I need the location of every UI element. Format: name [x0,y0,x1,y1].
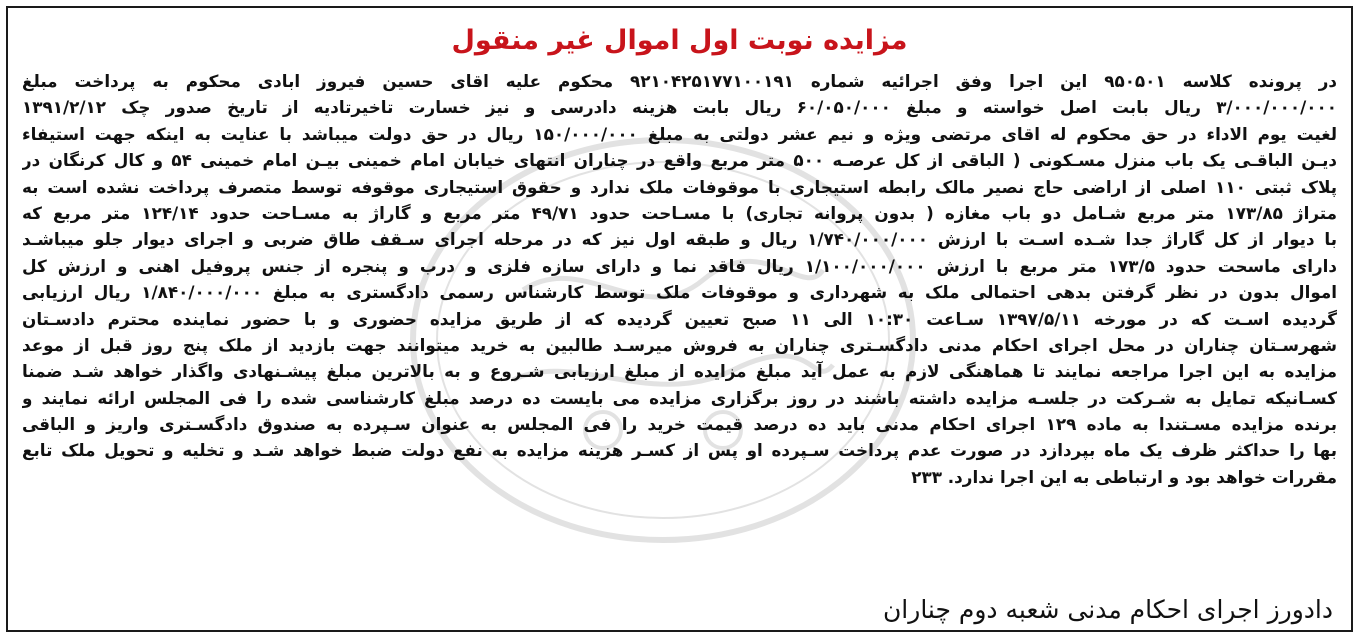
body-line: دیـن الباقـی یک باب منزل مسـکونی ( الباقی از کل عرصـه ۵۰۰ متر مربع واقع در چناران انتهای خیابان امام خمینی بیـن امام خمینی ۵۴ و کال کرنگان در [22,150,1337,171]
body-line: با دیوار از کل گاراژ جدا شـده اسـت با ارزش ۱/۷۴۰/۰۰۰/۰۰۰ ریال و طبقه اول نیز که در مرحله اجرای سـقف طاق ضربی و اجرای دیوار جلو میباشـد [22,229,1337,250]
auction-notice [6,6,1353,632]
body-line: برنده مزایده مسـتندا به ماده ۱۲۹ اجرای احکام مدنی باید ده درصد قیمت خرید را فی المجلس به عنوان سـپرده به صندوق دادگسـتری واریز و الباقی [22,414,1337,435]
body-line: در پرونده کلاسه ۹۵۰۵۰۱ این اجرا وفق اجرائیه شماره ۹۲۱۰۴۲۵۱۷۷۱۰۰۱۹۱ محکوم علیه اقای حسین فیروز ابادی محکوم به پرداخت مبلغ [22,71,1337,91]
body-line: اموال بدون در نظر گرفتن بدهی احتمالی ملک به شهرداری و موقوفات ملک توسط کارشناس رسمی دادگستری به مبلغ ۱/۸۴۰/۰۰۰/۰۰۰ ریال ارزیابی [22,282,1337,303]
notice-title: مزایده نوبت اول اموال غیر منقول [451,25,908,56]
body-line: دارای ماسحت حدود ۱۷۳/۵ متر مربع با ارزش ۱/۱۰۰/۰۰۰/۰۰۰ ریال فاقد نما و دارای سازه فلزی و درب و پنجره از جنس پروفیل اهنی و ارزش کل [22,255,1337,276]
body-line: ۳/۰۰۰/۰۰۰/۰۰۰ ریال بابت اصل خواسته و مبلغ ۶۰/۰۵۰/۰۰۰ ریال بابت هزینه دادرسی و نیز خسارت تاخیرتادیه از تاریخ صدور چک ۱۳۹۱/۲/۱۲ [22,97,1337,118]
signature: دادورز اجرای احکام مدنی شعبه دوم چناران [882,595,1333,624]
body-line: مقررات خواهد بود و ارتباطی به این اجرا ندارد. ۲۳۳ [911,466,1337,487]
body-line: لغیت یوم الاداء در حق محکوم له اقای مرتضی ویژه و نیم عشر دولتی به مبلغ ۱۵۰/۰۰۰/۰۰۰ ریال در حق دولت میباشد با عنایت به اینکه جهت استیفاء [22,123,1337,144]
body-line: پلاک ثبتی ۱۱۰ اصلی از اراضی حاج نصیر مالک رابطه استیجاری با موقوفات ملک ندارد و حقوق استیجاری موقوفه توسط متصرف پرداخت نشده است به [22,176,1337,197]
body-line: بها را حداکثر ظرف یک ماه بپردازد در صورت عدم پرداخت سـپرده او پس از کسـر هزینه مزایده به نفع دولت ضبط خواهد شـد و تخلیه و تحویل ملک تابع [22,440,1337,461]
body-line: کسـانیکه تمایل به شـرکت در جلسـه مزایده داشته باشند در روز برگزاری مزایده می بایست ده درصد مبلغ کارشناسی شده را فی المجلس ارائه نمایند و [22,387,1337,408]
body-line: متراژ ۱۷۳/۸۵ متر مربع شـامل دو باب مغازه ( بدون پروانه تجاری) با مسـاحت حدود ۴۹/۷۱ متر مربع و گاراژ به مسـاحت حدود ۱۲۴/۱۴ متر مربع که [22,202,1337,223]
notice-body [22,68,1337,490]
body-line: مزایده به این اجرا مراجعه نمایند تا هماهنگی لازم به عمل آید مبلغ مزایده از مبلغ ارزیابی شـروع و به بالاترین مبلغ پیشـنهادی واگذار خواهد شـد ضمنا [22,361,1337,382]
body-line: گردیده اسـت که در مورخه ۱۳۹۷/۵/۱۱ سـاعت ۱۰:۳۰ الی ۱۱ صبح تعیین گردیده که از طریق مزایده حضوری و با حضور نماینده محترم دادسـتان [22,308,1337,329]
body-line: شهرسـتان چناران در محل اجرای احکام مدنی دادگسـتری چناران به فروش میرسـد طالبین به خرید میتوانند جهت بازدید از ملک پنج روز قبل از موعد [22,334,1337,355]
